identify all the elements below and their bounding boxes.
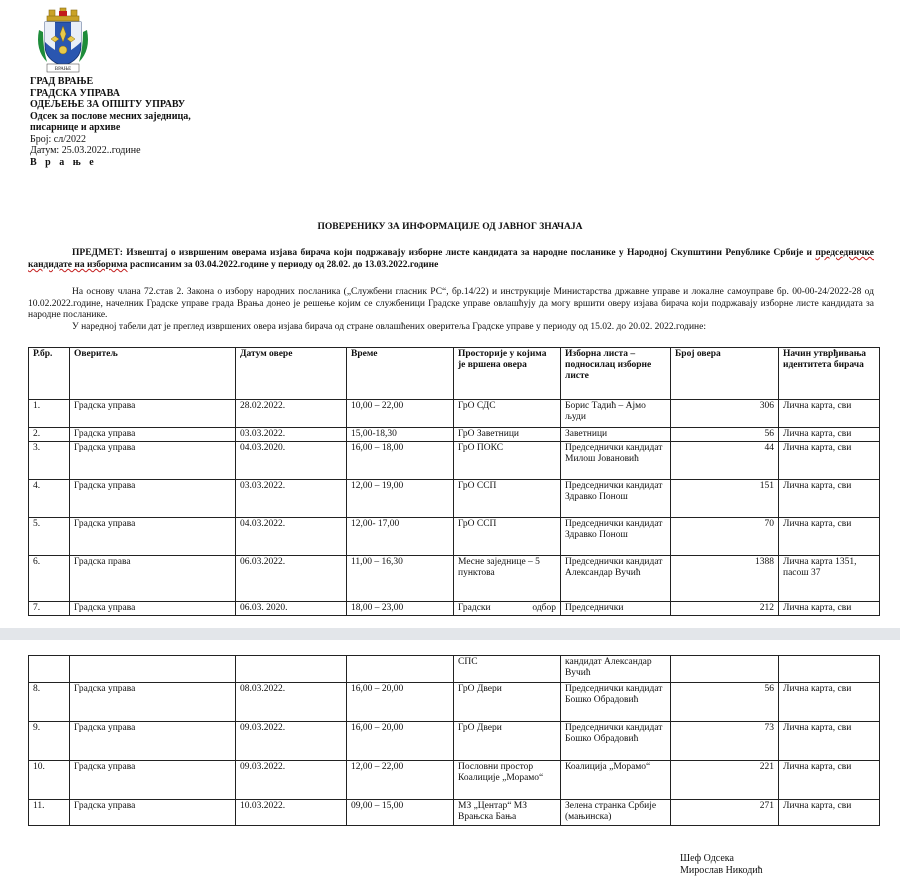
row-time: 09,00 – 15,00 bbox=[347, 800, 454, 826]
row-count: 56 bbox=[671, 683, 779, 722]
header-electoral-list: Изборна листа – подносилац изборне листе bbox=[561, 348, 671, 400]
row-electoral-list: кандидат Александар Вучић bbox=[561, 656, 671, 683]
signature-block bbox=[680, 853, 763, 877]
row-date: 06.03. 2020. bbox=[236, 602, 347, 616]
row-count bbox=[671, 656, 779, 683]
row-count: 44 bbox=[671, 442, 779, 480]
administration-name: ГРАДСКА УПРАВА bbox=[30, 87, 120, 99]
signature-name: Мирослав Никодић bbox=[680, 865, 763, 876]
row-identity-method: Лична карта, сви bbox=[779, 602, 880, 616]
row-verifier: Градска управа bbox=[70, 602, 236, 616]
department-name: ОДЕЉЕЊЕ ЗА ОПШТУ УПРАВУ bbox=[30, 99, 186, 110]
table-row bbox=[29, 442, 880, 480]
row-number: 9. bbox=[29, 722, 70, 761]
header-verification-count: Број овера bbox=[671, 348, 779, 400]
row-time: 16,00 – 20,00 bbox=[347, 683, 454, 722]
table-row bbox=[29, 683, 880, 722]
row-premises: Пословни простор Коалиције „Морамо“ bbox=[454, 761, 561, 800]
row-identity-method: Лична карта, сви bbox=[779, 400, 880, 428]
row-time bbox=[347, 656, 454, 683]
row-time: 11,00 – 16,30 bbox=[347, 556, 454, 602]
row-electoral-list: Зелена странка Србије (мањинска) bbox=[561, 800, 671, 826]
row-number: 4. bbox=[29, 480, 70, 518]
row-premises: Месне заједнице – 5 пунктова bbox=[454, 556, 561, 602]
row-date: 04.03.2022. bbox=[236, 518, 347, 556]
row-electoral-list: Председнички кандидат Бошко Обрадовић bbox=[561, 683, 671, 722]
row-verifier: Градска управа bbox=[70, 480, 236, 518]
row-electoral-list: Председнички bbox=[561, 602, 671, 616]
row-date: 09.03.2022. bbox=[236, 722, 347, 761]
document-title: ПОВЕРЕНИКУ ЗА ИНФОРМАЦИЈЕ ОД ЈАВНОГ ЗНАЧАЈА bbox=[317, 222, 583, 232]
document-place: В р а њ е bbox=[30, 156, 97, 168]
row-identity-method: Лична карта, сви bbox=[779, 480, 880, 518]
row-time: 16,00 – 18,00 bbox=[347, 442, 454, 480]
row-date: 08.03.2022. bbox=[236, 683, 347, 722]
coat-of-arms-icon bbox=[33, 6, 93, 74]
verification-table bbox=[28, 347, 880, 616]
row-time: 12,00- 17,00 bbox=[347, 518, 454, 556]
table-row bbox=[29, 428, 880, 442]
table-row bbox=[29, 480, 880, 518]
row-electoral-list: Заветници bbox=[561, 428, 671, 442]
row-premises: ГрО СДС bbox=[454, 400, 561, 428]
row-date: 04.03.2020. bbox=[236, 442, 347, 480]
row-time: 10,00 – 22,00 bbox=[347, 400, 454, 428]
row-premises: СПС bbox=[454, 656, 561, 683]
row-number: 6. bbox=[29, 556, 70, 602]
table-row bbox=[29, 602, 880, 616]
row-identity-method: Лична карта, сви bbox=[779, 722, 880, 761]
row-premises: ГрО ПОКС bbox=[454, 442, 561, 480]
row-electoral-list: Председнички кандидат Бошко Обрадовић bbox=[561, 722, 671, 761]
city-name: ГРАД ВРАЊЕ bbox=[30, 76, 94, 87]
table-row bbox=[29, 400, 880, 428]
row-number: 7. bbox=[29, 602, 70, 616]
row-verifier: Градска управа bbox=[70, 442, 236, 480]
row-count: 306 bbox=[671, 400, 779, 428]
row-date: 10.03.2022. bbox=[236, 800, 347, 826]
letterhead bbox=[30, 76, 191, 168]
header-verifier: Оверитељ bbox=[70, 348, 236, 400]
row-verifier: Градска управа bbox=[70, 400, 236, 428]
subject-underlined-text: председничке кандидате на изборима bbox=[28, 248, 874, 270]
document-page-2 bbox=[0, 640, 900, 878]
document-date: Датум: 25.03.2022..године bbox=[30, 145, 141, 156]
row-electoral-list: Председнички кандидат Здравко Понош bbox=[561, 518, 671, 556]
row-identity-method: Лична карта, сви bbox=[779, 800, 880, 826]
row-electoral-list: Коалиција „Морамо“ bbox=[561, 761, 671, 800]
row-premises: Градски одбор bbox=[454, 602, 561, 616]
row-date: 28.02.2022. bbox=[236, 400, 347, 428]
header-identity-method: Начин утврђивања идентитета бирача bbox=[779, 348, 880, 400]
header-time: Време bbox=[347, 348, 454, 400]
row-count: 151 bbox=[671, 480, 779, 518]
row-count: 73 bbox=[671, 722, 779, 761]
row-date: 03.03.2022. bbox=[236, 480, 347, 518]
row-verifier: Градска управа bbox=[70, 761, 236, 800]
row-electoral-list: Председнички кандидат Милош Јовановић bbox=[561, 442, 671, 480]
row-count: 271 bbox=[671, 800, 779, 826]
row-number: 11. bbox=[29, 800, 70, 826]
row-date: 06.03.2022. bbox=[236, 556, 347, 602]
signature-title: Шеф Одсека bbox=[680, 853, 734, 864]
table-row bbox=[29, 656, 880, 683]
body-paragraph-1: На основу члана 72.став 2. Закона о избору народних посланика („Службени гласник РС“, бр.14/22) и инструкције Министарства државне управе и локалне самоуправе бр. 00-00-24/2022-28 од 10.02.2022.године, начелник Градске управе града Врања донео је решење којим се службеници Градске управе овлашћују да могу вршити оверу изјава бирача који подржавају изборне листе кандидата за народне посланике. bbox=[28, 287, 874, 320]
row-identity-method: Лична карта, сви bbox=[779, 442, 880, 480]
row-identity-method: Лична карта, сви bbox=[779, 428, 880, 442]
row-identity-method: Лична карта, сви bbox=[779, 761, 880, 800]
row-verifier: Градска управа bbox=[70, 683, 236, 722]
page-break bbox=[0, 628, 900, 640]
header-date: Датум овере bbox=[236, 348, 347, 400]
row-number: 3. bbox=[29, 442, 70, 480]
row-time: 12,00 – 22,00 bbox=[347, 761, 454, 800]
row-verifier: Градска права bbox=[70, 556, 236, 602]
row-date: 03.03.2022. bbox=[236, 428, 347, 442]
row-date: 09.03.2022. bbox=[236, 761, 347, 800]
table-row bbox=[29, 518, 880, 556]
row-count: 1388 bbox=[671, 556, 779, 602]
document-number: Број: сл/2022 bbox=[30, 133, 87, 145]
row-premises: ГрО ССП bbox=[454, 480, 561, 518]
row-identity-method: Лична карта, сви bbox=[779, 518, 880, 556]
row-verifier: Градска управа bbox=[70, 518, 236, 556]
table-header-row bbox=[29, 348, 880, 400]
body-text bbox=[28, 287, 874, 333]
row-premises: ГрО Заветници bbox=[454, 428, 561, 442]
row-identity-method: Лична карта, сви bbox=[779, 683, 880, 722]
row-verifier: Градска управа bbox=[70, 428, 236, 442]
verification-table-continued bbox=[28, 655, 880, 826]
row-count: 212 bbox=[671, 602, 779, 616]
row-count: 221 bbox=[671, 761, 779, 800]
subject-text: ПРЕДМЕТ: Извештај о извршеним оверама изјава бирача који подржавају изборне листе кандидата за народне посланике у Народној Скупштини Републике Србије и bbox=[72, 248, 816, 258]
row-number: 2. bbox=[29, 428, 70, 442]
row-premises: ГрО Двери bbox=[454, 722, 561, 761]
row-premises: МЗ „Центар“ МЗ Врањска Бања bbox=[454, 800, 561, 826]
row-verifier bbox=[70, 656, 236, 683]
row-count: 70 bbox=[671, 518, 779, 556]
row-number: 1. bbox=[29, 400, 70, 428]
table-row bbox=[29, 722, 880, 761]
subject-paragraph bbox=[28, 247, 874, 271]
row-identity-method bbox=[779, 656, 880, 683]
row-verifier: Градска управа bbox=[70, 722, 236, 761]
row-number: 8. bbox=[29, 683, 70, 722]
row-electoral-list: Борис Тадић – Ајмо људи bbox=[561, 400, 671, 428]
row-premises: ГрО Двери bbox=[454, 683, 561, 722]
row-number bbox=[29, 656, 70, 683]
row-date bbox=[236, 656, 347, 683]
row-time: 12,00 – 19,00 bbox=[347, 480, 454, 518]
row-number: 5. bbox=[29, 518, 70, 556]
subject-text-end: расписаним за 03.04.2022.године у периоду од 28.02. до 13.03.2022.године bbox=[127, 260, 439, 270]
section-name-line1: Одсек за послове месних заједница, bbox=[30, 110, 191, 122]
row-time: 18,00 – 23,00 bbox=[347, 602, 454, 616]
crest-ribbon: ВРАЊЕ bbox=[54, 67, 72, 72]
header-number: Р.бр. bbox=[29, 348, 70, 400]
row-number: 10. bbox=[29, 761, 70, 800]
row-electoral-list: Председнички кандидат Здравко Понош bbox=[561, 480, 671, 518]
table-row bbox=[29, 800, 880, 826]
row-time: 16,00 – 20,00 bbox=[347, 722, 454, 761]
row-identity-method: Лична карта 1351, пасош 37 bbox=[779, 556, 880, 602]
table-row bbox=[29, 556, 880, 602]
section-name-line2: писарнице и архиве bbox=[30, 122, 121, 133]
row-premises: ГрО ССП bbox=[454, 518, 561, 556]
row-electoral-list: Председнички кандидат Александар Вучић bbox=[561, 556, 671, 602]
header-premises: Просторије у којима је вршена овера bbox=[454, 348, 561, 400]
table-row bbox=[29, 761, 880, 800]
row-verifier: Градска управа bbox=[70, 800, 236, 826]
row-time: 15,00-18,30 bbox=[347, 428, 454, 442]
row-count: 56 bbox=[671, 428, 779, 442]
body-paragraph-2: У наредној табели дат је преглед извршених овера изјава бирача од стране овлашћених оверитеља Градске управе у периоду од 15.02. до 20.02. 2022.године: bbox=[72, 321, 706, 332]
